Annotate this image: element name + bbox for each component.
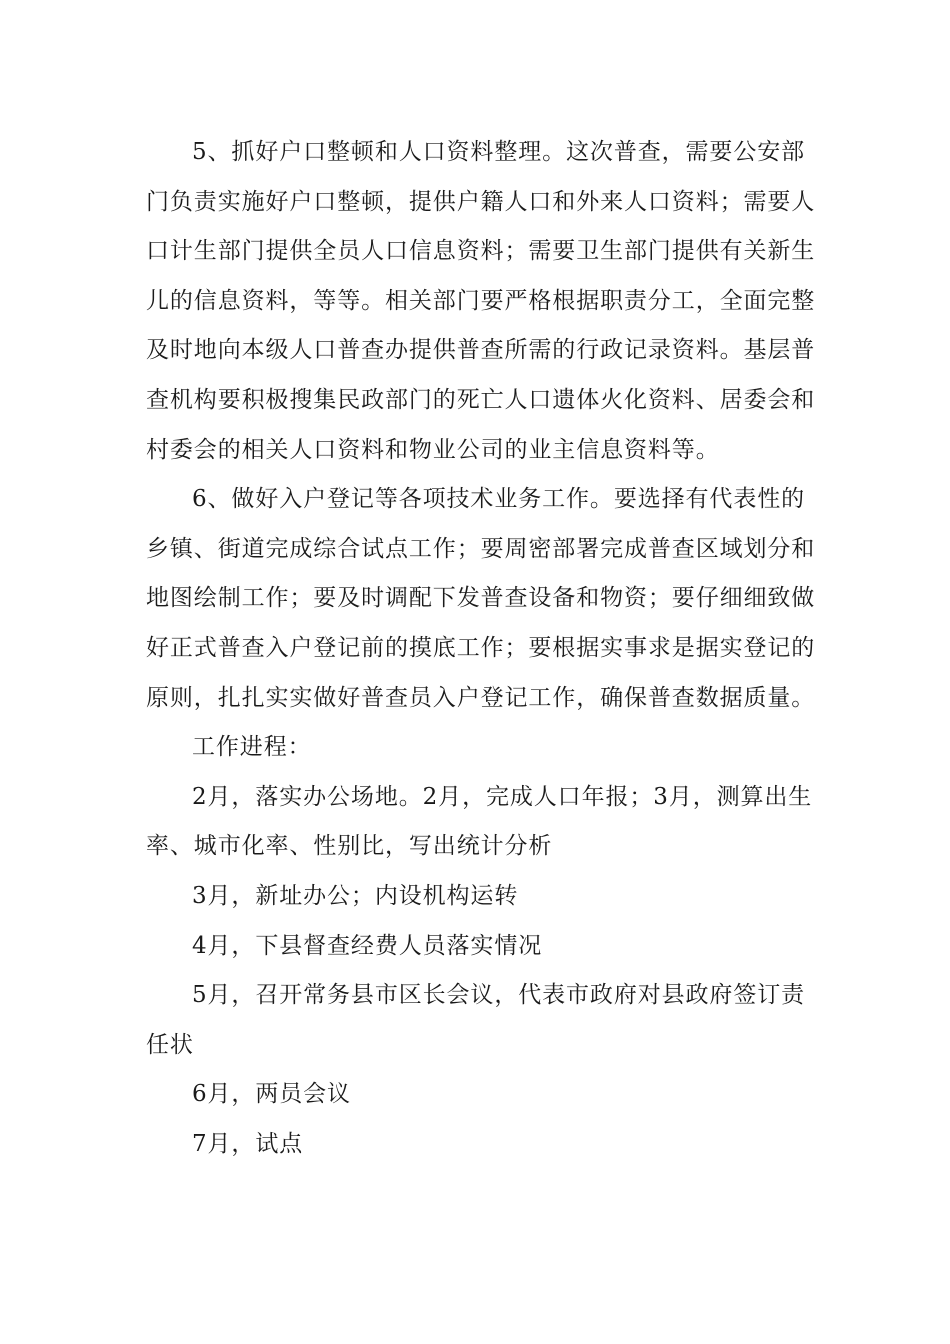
- paragraph-progress-april: 4月，下县督查经费人员落实情况: [192, 932, 543, 959]
- paragraph-progress-february: 2月，落实办公场地。2月，完成人口年报；3月，测算出生率、城市化率、性别比，写出统计分析: [146, 783, 813, 860]
- document-body: [146, 128, 826, 1169]
- paragraph-progress-may: 5月，召开常务县市区长会议，代表市政府对县政府签订责任状: [146, 982, 806, 1058]
- paragraph-progress-june: 6月，两员会议: [192, 1081, 351, 1108]
- paragraph-progress-july: 7月，试点: [192, 1130, 304, 1157]
- paragraph-registration-work: 6、做好入户登记等各项技术业务工作。要选择有代表性的乡镇、街道完成综合试点工作；要周密部署完成普查区域划分和地图绘制工作；要及时调配下发普查设备和物资；要仔细细致做好正式普查入户登记前的摸底工作；要根据实事求是据实登记的原则，扎扎实实做好普查员入户登记工作，确保普查数据质量。: [146, 486, 816, 711]
- paragraph-work-progress-heading: 工作进程：: [192, 734, 312, 761]
- paragraph-progress-march: 3月，新址办公；内设机构运转: [192, 882, 519, 909]
- paragraph-household-registration: 5、抓好户口整顿和人口资料整理。这次普查，需要公安部门负责实施好户口整顿，提供户籍人口和外来人口资料；需要人口计生部门提供全员人口信息资料；需要卫生部门提供有关新生儿的信息资料，等等。相关部门要严格根据职责分工，全面完整及时地向本级人口普查办提供普查所需的行政记录资料。基层普查机构要积极搜集民政部门的死亡人口遗体火化资料、居委会和村委会的相关人口资料和物业公司的业主信息资料等。: [146, 139, 816, 463]
